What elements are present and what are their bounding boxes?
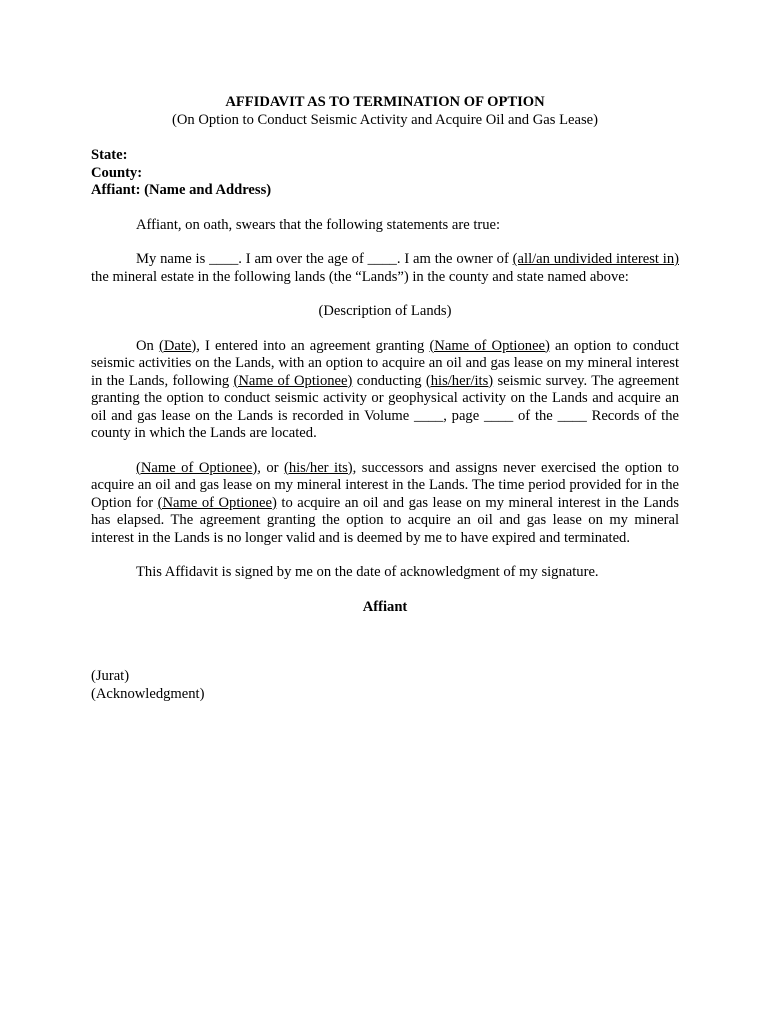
affiant-signature-label: Affiant	[362, 598, 408, 615]
agreement-text-e: seismic survey. The agreement granting the option to conduct seismic activity or geophysical activity on the Lands and acquire an oil and gas lease on the Lands is recorded in Volume ____, page ____ of the ____ Records of the county in which the Lands are located.	[91, 372, 679, 441]
description-of-lands: (Description of Lands)	[318, 303, 452, 319]
document-subtitle: (On Option to Conduct Seismic Activity and Acquire Oil and Gas Lease)	[172, 111, 598, 128]
termination-text-c: to acquire an oil and gas lease on my mineral interest in the Lands has elapsed. The agreement granting the option to acquire an oil and gas lease on my mineral interest in the Lands is no longer valid and is deemed by me to have expired and terminated.	[91, 494, 679, 546]
agreement-text-c: an option to conduct seismic activities on the Lands, with an option to acquire an oil and gas lease on my mineral interest in the Lands, following	[91, 337, 680, 389]
paragraph-termination	[91, 460, 679, 548]
optionee-placeholder: (Name of Optionee)	[157, 494, 277, 511]
paragraph-agreement	[91, 338, 679, 443]
intro-statement: Affiant, on oath, swears that the following statements are true:	[136, 216, 501, 233]
state-label: State:	[91, 147, 128, 163]
termination-text-a: , or	[257, 459, 284, 476]
pronoun-placeholder: (his/her/its)	[425, 372, 494, 389]
date-placeholder: (Date)	[158, 337, 197, 354]
paragraph-ownership	[91, 251, 679, 286]
footer-block	[91, 668, 679, 703]
paragraph-signature-statement: This Affidavit is signed by me on the date of acknowledgment of my signature.	[136, 564, 599, 580]
optionee-placeholder: (Name of Optionee)	[429, 337, 550, 354]
agreement-text-b: , I entered into an agreement granting	[196, 337, 430, 354]
pronoun-placeholder: (his/her its)	[283, 459, 353, 476]
agreement-text-d: conducting	[352, 372, 426, 389]
jurat-label: (Jurat)	[91, 668, 130, 684]
county-label: County:	[91, 164, 143, 181]
interest-placeholder: (all/an undivided interest in)	[512, 251, 679, 267]
agreement-text-a: On	[136, 337, 159, 354]
optionee-placeholder: (Name of Optionee)	[136, 459, 258, 476]
affiant-label: Affiant: (Name and Address)	[91, 182, 272, 198]
header-fields	[91, 147, 679, 200]
optionee-placeholder: (Name of Optionee)	[233, 372, 353, 389]
document-title: AFFIDAVIT AS TO TERMINATION OF OPTION	[225, 94, 545, 110]
ownership-text-b: the mineral estate in the following lands (the “Lands”) in the county and state named above:	[91, 268, 629, 285]
ownership-text-a: My name is ____. I am over the age of ____. I am the owner of	[136, 251, 513, 267]
acknowledgment-label: (Acknowledgment)	[91, 685, 205, 702]
termination-text-b: , successors and assigns never exercised the option to acquire an oil and gas lease on my mineral interest in the Lands. The time period provided for in the Option for	[91, 459, 679, 511]
document-body	[91, 94, 679, 703]
